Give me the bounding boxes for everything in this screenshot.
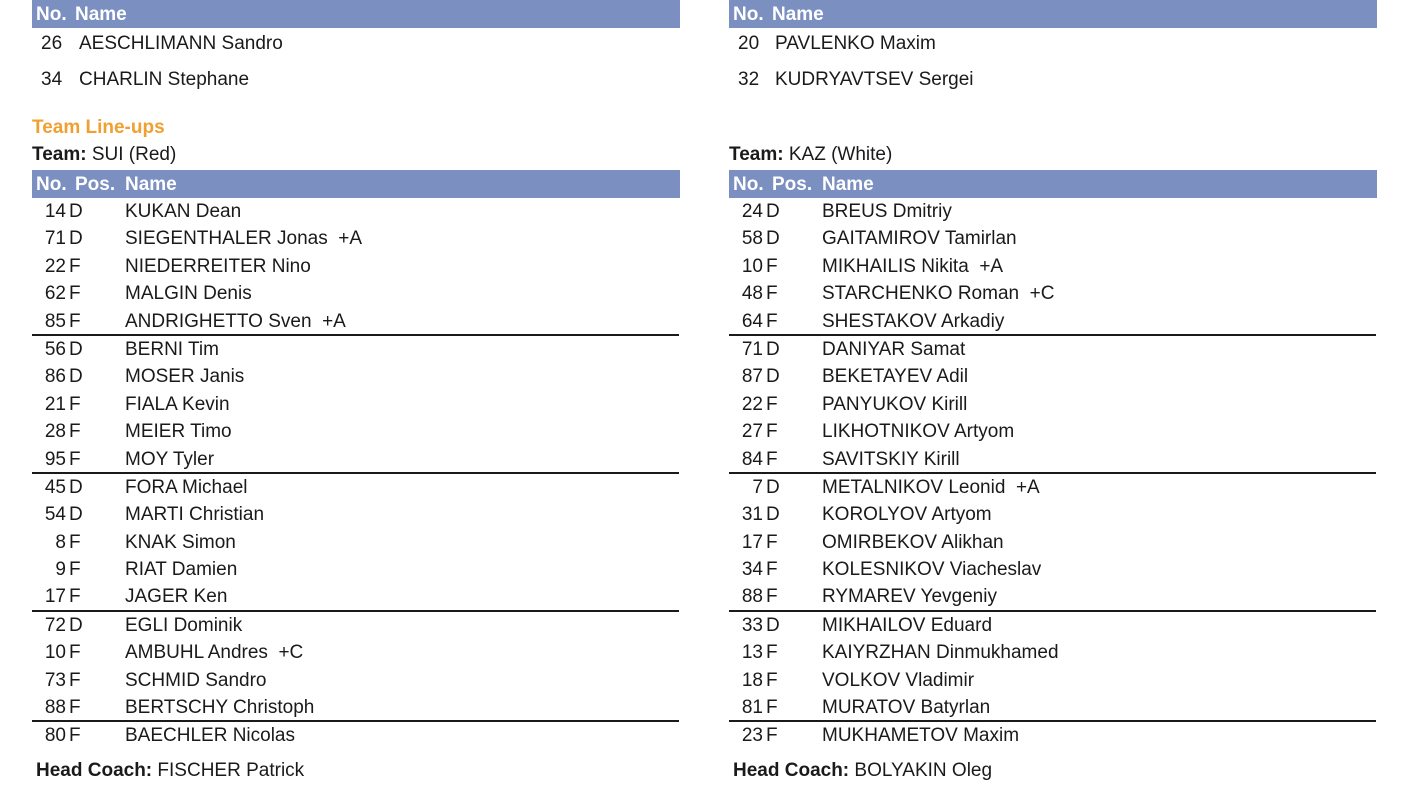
player-no: 64 — [741, 310, 763, 332]
player-name: MUKHAMETOV Maxim — [822, 725, 1020, 747]
official-no: 26 — [41, 33, 63, 54]
official-row — [729, 64, 1377, 100]
lineup-header — [729, 170, 1377, 198]
player-name: GAITAMIROV Tamirlan — [822, 228, 1017, 250]
player-name: MURATOV Batyrlan — [822, 697, 991, 719]
player-no: 18 — [741, 669, 763, 691]
official-name: AESCHLIMANN Sandro — [79, 33, 283, 54]
player-no: 24 — [741, 201, 763, 222]
header-no: No. — [36, 4, 67, 25]
player-name: FIALA Kevin — [125, 393, 230, 415]
player-name: MOSER Janis — [125, 366, 245, 388]
coach-label: Head Coach: — [36, 760, 153, 781]
player-row — [32, 556, 680, 583]
player-no: 7 — [752, 476, 763, 498]
section-title: Team Line-ups — [32, 117, 165, 138]
player-no: 73 — [44, 669, 66, 691]
player-name: DANIYAR Samat — [822, 338, 966, 360]
player-row — [32, 694, 680, 721]
player-name: VOLKOV Vladimir — [822, 669, 975, 691]
player-no: 88 — [44, 697, 66, 719]
player-name: KOLESNIKOV Viacheslav — [822, 559, 1042, 581]
player-row — [32, 446, 680, 473]
player-row — [32, 722, 680, 749]
player-no: 56 — [44, 338, 66, 360]
team-label — [32, 144, 176, 166]
player-row — [729, 474, 1377, 501]
player-name: PANYUKOV Kirill — [822, 393, 968, 415]
player-no: 48 — [741, 283, 763, 305]
player-no: 34 — [741, 559, 763, 581]
player-name: RYMAREV Yevgeniy — [822, 586, 997, 608]
player-row — [729, 667, 1377, 694]
player-pos: F — [69, 725, 81, 747]
header-pos: Pos. — [75, 174, 116, 195]
player-pos: F — [766, 697, 778, 719]
player-no: 54 — [44, 504, 66, 526]
player-row — [729, 639, 1377, 666]
player-no: 10 — [44, 642, 66, 664]
player-pos: F — [766, 725, 778, 747]
team-label-text: Team: — [729, 144, 784, 165]
official-no: 32 — [738, 69, 760, 90]
player-row — [729, 253, 1377, 280]
player-pos: F — [69, 283, 81, 305]
player-name: BAECHLER Nicolas — [125, 725, 295, 747]
header-name: Name — [772, 4, 824, 25]
player-no: 72 — [44, 614, 66, 636]
player-no: 8 — [55, 531, 66, 553]
player-no: 45 — [44, 476, 66, 498]
official-row — [729, 28, 1377, 64]
player-row — [32, 583, 680, 610]
player-name: NIEDERREITER Nino — [125, 255, 311, 277]
player-row — [32, 418, 680, 445]
player-row — [729, 612, 1377, 639]
player-pos: F — [69, 421, 81, 443]
player-pos: F — [69, 586, 81, 608]
player-pos: F — [69, 642, 81, 664]
player-no: 10 — [741, 255, 763, 277]
player-pos: D — [69, 201, 83, 222]
player-row — [32, 529, 680, 556]
head-coach — [733, 760, 992, 782]
player-no: 9 — [55, 559, 66, 581]
player-pos: F — [766, 283, 778, 305]
player-name: MIKHAILOV Eduard — [822, 614, 993, 636]
player-pos: F — [766, 531, 778, 553]
header-no: No. — [733, 174, 764, 195]
header-name: Name — [75, 4, 127, 25]
player-no: 86 — [44, 366, 66, 388]
team-name: SUI (Red) — [91, 144, 177, 165]
player-pos: D — [766, 366, 780, 388]
player-no: 23 — [741, 725, 763, 747]
team-label — [729, 144, 892, 166]
player-name: SIEGENTHALER Jonas +A — [125, 228, 363, 250]
player-pos: D — [69, 614, 83, 636]
player-no: 31 — [741, 504, 763, 526]
player-name: MEIER Timo — [125, 421, 232, 443]
player-row — [32, 639, 680, 666]
player-no: 80 — [44, 725, 66, 747]
official-no: 20 — [738, 33, 760, 54]
player-row — [729, 529, 1377, 556]
player-pos: D — [766, 614, 780, 636]
player-row — [729, 280, 1377, 307]
header-no: No. — [36, 174, 67, 195]
player-row — [32, 612, 680, 639]
player-pos: D — [69, 366, 83, 388]
player-no: 27 — [741, 421, 763, 443]
player-pos: D — [69, 338, 83, 360]
player-pos: D — [766, 504, 780, 526]
player-name: SHESTAKOV Arkadiy — [822, 310, 1005, 332]
player-row — [729, 583, 1377, 610]
player-name: FORA Michael — [125, 476, 248, 498]
player-name: BEKETAYEV Adil — [822, 366, 969, 388]
player-name: ANDRIGHETTO Sven +A — [125, 310, 346, 332]
player-row — [32, 308, 680, 335]
player-no: 17 — [741, 531, 763, 553]
player-name: METALNIKOV Leonid +A — [822, 476, 1040, 498]
player-no: 85 — [44, 310, 66, 332]
player-name: BREUS Dmitriy — [822, 201, 952, 222]
player-row — [32, 253, 680, 280]
player-pos: F — [69, 559, 81, 581]
officials-header — [729, 0, 1377, 28]
header-name: Name — [125, 174, 177, 195]
player-no: 95 — [44, 448, 66, 470]
player-row — [729, 418, 1377, 445]
player-pos: F — [766, 393, 778, 415]
player-name: AMBUHL Andres +C — [125, 642, 304, 664]
player-pos: F — [69, 531, 81, 553]
player-name: STARCHENKO Roman +C — [822, 283, 1055, 305]
official-name: PAVLENKO Maxim — [775, 33, 936, 54]
player-name: JAGER Ken — [125, 586, 228, 608]
player-row — [729, 308, 1377, 335]
lineup-table — [32, 170, 680, 750]
official-no: 34 — [41, 69, 63, 90]
player-row — [729, 446, 1377, 473]
player-pos: F — [766, 669, 778, 691]
player-no: 21 — [44, 393, 66, 415]
player-pos: D — [69, 476, 83, 498]
player-pos: F — [766, 586, 778, 608]
player-no: 81 — [741, 697, 763, 719]
player-name: KNAK Simon — [125, 531, 236, 553]
head-coach — [36, 760, 304, 782]
player-name: MALGIN Denis — [125, 283, 252, 305]
player-no: 22 — [741, 393, 763, 415]
player-row — [729, 225, 1377, 252]
team-name: KAZ (White) — [788, 144, 893, 165]
lineup-header — [32, 170, 680, 198]
player-row — [32, 280, 680, 307]
player-name: LIKHOTNIKOV Artyom — [822, 421, 1015, 443]
officials-header — [32, 0, 680, 28]
player-row — [729, 391, 1377, 418]
coach-name: BOLYAKIN Oleg — [854, 760, 993, 781]
player-no: 84 — [741, 448, 763, 470]
player-row — [32, 501, 680, 528]
official-name: KUDRYAVTSEV Sergei — [775, 69, 974, 90]
player-no: 87 — [741, 366, 763, 388]
player-row — [729, 556, 1377, 583]
player-row — [32, 198, 680, 225]
player-name: BERNI Tim — [125, 338, 219, 360]
lineup-table — [729, 170, 1377, 750]
player-name: MOY Tyler — [125, 448, 215, 470]
player-row — [32, 225, 680, 252]
player-no: 58 — [741, 228, 763, 250]
player-no: 13 — [741, 642, 763, 664]
player-name: KUKAN Dean — [125, 201, 242, 222]
player-row — [32, 336, 680, 363]
player-pos: D — [766, 476, 780, 498]
player-row — [32, 667, 680, 694]
player-pos: F — [69, 448, 81, 470]
player-row — [729, 363, 1377, 390]
player-pos: F — [69, 393, 81, 415]
header-pos: Pos. — [772, 174, 813, 195]
player-name: EGLI Dominik — [125, 614, 243, 636]
player-no: 71 — [44, 228, 66, 250]
header-no: No. — [733, 4, 764, 25]
player-row — [729, 501, 1377, 528]
official-name: CHARLIN Stephane — [79, 69, 250, 90]
player-pos: F — [69, 669, 81, 691]
header-name: Name — [822, 174, 874, 195]
player-name: RIAT Damien — [125, 559, 238, 581]
player-no: 62 — [44, 283, 66, 305]
team-column-kaz — [729, 0, 1377, 781]
player-pos: F — [766, 448, 778, 470]
player-no: 71 — [741, 338, 763, 360]
player-pos: F — [766, 421, 778, 443]
player-name: MARTI Christian — [125, 504, 265, 526]
player-name: SCHMID Sandro — [125, 669, 267, 691]
player-row — [32, 474, 680, 501]
player-row — [32, 363, 680, 390]
player-no: 17 — [44, 586, 66, 608]
official-row — [32, 28, 680, 64]
player-pos: D — [69, 228, 83, 250]
player-name: OMIRBEKOV Alikhan — [822, 531, 1004, 553]
player-row — [729, 198, 1377, 225]
player-no: 28 — [44, 421, 66, 443]
player-name: KAIYRZHAN Dinmukhamed — [822, 642, 1059, 664]
player-row — [729, 722, 1377, 749]
player-name: SAVITSKIY Kirill — [822, 448, 960, 470]
player-row — [729, 694, 1377, 721]
player-pos: D — [766, 338, 780, 360]
player-row — [32, 391, 680, 418]
official-row — [32, 64, 680, 100]
player-no: 14 — [44, 201, 66, 222]
player-pos: F — [69, 697, 81, 719]
player-pos: F — [69, 255, 81, 277]
player-pos: D — [766, 201, 780, 222]
player-name: BERTSCHY Christoph — [125, 697, 315, 719]
player-pos: F — [766, 559, 778, 581]
player-pos: D — [766, 228, 780, 250]
player-no: 33 — [741, 614, 763, 636]
player-no: 88 — [741, 586, 763, 608]
team-label-text: Team: — [32, 144, 87, 165]
player-name: KOROLYOV Artyom — [822, 504, 992, 526]
player-row — [729, 336, 1377, 363]
player-pos: F — [766, 642, 778, 664]
player-pos: F — [69, 310, 81, 332]
player-no: 22 — [44, 255, 66, 277]
player-name: MIKHAILIS Nikita +A — [822, 255, 1004, 277]
team-column-sui — [32, 0, 680, 781]
coach-name: FISCHER Patrick — [157, 760, 305, 781]
coach-label: Head Coach: — [733, 760, 850, 781]
player-pos: F — [766, 255, 778, 277]
player-pos: D — [69, 504, 83, 526]
player-pos: F — [766, 310, 778, 332]
